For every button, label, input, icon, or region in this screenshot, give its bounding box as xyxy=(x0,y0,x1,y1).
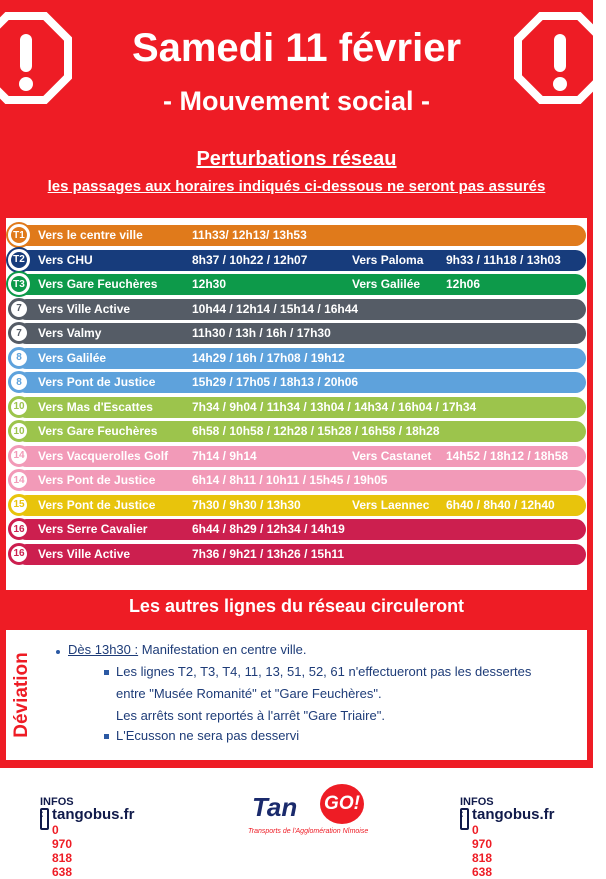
infos-label: INFOS : xyxy=(40,796,74,820)
line-row xyxy=(13,495,586,516)
line-times: 11h33/ 12h13/ 13h53 xyxy=(192,228,307,242)
infos-label: INFOS : xyxy=(460,796,494,820)
other-lines-notice: Les autres lignes du réseau circuleront xyxy=(128,596,465,616)
deviation-line-4: L'Ecusson ne sera pas desservi xyxy=(116,728,300,743)
infos-phone: 0 970 818 638 xyxy=(472,823,493,879)
infos-phone: 0 970 818 638 xyxy=(52,823,73,879)
line-row xyxy=(13,519,586,540)
page-title: Samedi 11 février xyxy=(131,26,462,70)
line-times: 7h30 / 9h30 / 13h30 xyxy=(192,497,301,512)
schedule-panel xyxy=(6,218,587,590)
line-times: 11h30 / 13h / 16h / 17h30 xyxy=(192,326,331,340)
infos-url[interactable]: tangobus.fr xyxy=(472,806,555,823)
line-destination: Vers Gare Feuchères xyxy=(38,424,158,438)
deviation-line-2: entre "Musée Romanité" et "Gare Feuchères". xyxy=(116,686,382,701)
line-row xyxy=(13,470,586,491)
line-times: 7h34 / 9h04 / 11h34 / 13h04 / 14h34 / 16h04 / 17h34 xyxy=(192,399,477,414)
line-times-2: 9h33 / 11h18 / 13h03 xyxy=(446,252,561,267)
line-destination: Vers Gare Feuchères xyxy=(38,277,158,291)
line-badge: 14 xyxy=(8,445,30,467)
line-times-2: 6h40 / 8h40 / 12h40 xyxy=(446,497,555,512)
line-badge: 7 xyxy=(8,322,30,344)
line-row xyxy=(13,250,586,271)
line-destination: Vers Vacquerolles Golf xyxy=(38,448,169,463)
line-destination: Vers Ville Active xyxy=(38,301,131,316)
line-badge: 14 xyxy=(8,469,30,491)
line-times-2: 12h06 xyxy=(446,277,481,291)
line-times: 12h30 xyxy=(192,277,227,291)
line-destination: Vers Ville Active xyxy=(38,546,131,561)
line-destination: Vers Mas d'Escattes xyxy=(38,399,153,414)
line-times: 10h44 / 12h14 / 15h14 / 16h44 xyxy=(192,301,359,316)
line-badge: T2 xyxy=(8,249,30,271)
phone-icon xyxy=(460,808,469,830)
tango-logo-badge: GO! xyxy=(320,784,364,824)
line-badge: T1 xyxy=(8,224,30,246)
line-badge: 16 xyxy=(8,518,30,540)
phone-icon xyxy=(40,808,49,830)
deviation-time: Dès 13h30 : xyxy=(68,642,139,657)
line-destination: Vers Pont de Justice xyxy=(38,473,156,487)
line-times: 6h14 / 8h11 / 10h11 / 15h45 / 19h05 xyxy=(192,473,388,487)
deviation-line-1: Les lignes T2, T3, T4, 11, 13, 51, 52, 61 n'effectueront pas les dessertes xyxy=(116,664,532,679)
line-row xyxy=(16,348,586,369)
line-row xyxy=(13,446,586,467)
line-row xyxy=(16,323,586,344)
perturbations-subheading: les passages aux horaires indiqués ci-dessous ne seront pas assurés xyxy=(47,178,546,195)
tango-logo-text: Tan xyxy=(252,792,298,822)
line-times: 14h29 / 16h / 17h08 / 19h12 xyxy=(192,350,345,365)
line-times: 8h37 / 10h22 / 12h07 xyxy=(192,252,308,267)
line-times: 7h36 / 9h21 / 13h26 / 15h11 xyxy=(192,546,345,561)
bullet-icon xyxy=(104,734,109,739)
line-times: 7h14 / 9h14 xyxy=(192,448,257,463)
bullet-icon xyxy=(104,670,109,675)
bullet-icon xyxy=(56,650,60,654)
perturbations-heading: Perturbations réseau xyxy=(196,148,397,170)
line-destination: Vers Serre Cavalier xyxy=(38,522,148,536)
line-destination: Vers CHU xyxy=(38,252,93,267)
line-badge: 8 xyxy=(8,347,30,369)
deviation-intro xyxy=(68,642,306,657)
line-destination: Vers Valmy xyxy=(38,326,102,340)
line-badge: 10 xyxy=(8,396,30,418)
line-times-2: 14h52 / 18h12 / 18h58 xyxy=(446,448,569,463)
line-destination: Vers Galilée xyxy=(38,350,107,365)
line-badge: 10 xyxy=(8,420,30,442)
line-row xyxy=(13,225,586,246)
line-destination-2: Vers Galilée xyxy=(352,277,421,291)
deviation-event: Manifestation en centre ville. xyxy=(138,642,307,657)
page-subtitle: - Mouvement social - xyxy=(162,86,431,116)
line-times: 6h44 / 8h29 / 12h34 / 14h19 xyxy=(192,522,345,536)
line-badge: 16 xyxy=(8,543,30,565)
line-row xyxy=(13,274,586,295)
line-badge: T3 xyxy=(8,273,30,295)
infos-url[interactable]: tangobus.fr xyxy=(52,806,135,823)
line-row xyxy=(16,299,586,320)
line-row xyxy=(13,397,586,418)
line-destination: Vers Pont de Justice xyxy=(38,375,156,389)
line-badge: 15 xyxy=(8,494,30,516)
line-times: 15h29 / 17h05 / 18h13 / 20h06 xyxy=(192,375,359,389)
line-times: 6h58 / 10h58 / 12h28 / 15h28 / 16h58 / 18h28 xyxy=(192,424,440,438)
line-row xyxy=(16,372,586,393)
line-destination-2: Vers Paloma xyxy=(352,252,424,267)
line-badge: 7 xyxy=(8,298,30,320)
line-row xyxy=(13,421,586,442)
line-destination: Vers le centre ville xyxy=(38,228,143,242)
deviation-label: Déviation xyxy=(11,652,32,738)
tango-tagline: Transports de l'Agglomération Nîmoise xyxy=(248,828,369,835)
line-destination: Vers Pont de Justice xyxy=(38,497,156,512)
line-row xyxy=(13,544,586,565)
line-badge: 8 xyxy=(8,371,30,393)
line-destination-2: Vers Laennec xyxy=(352,497,430,512)
deviation-line-3: Les arrêts sont reportés à l'arrêt "Gare Triaire". xyxy=(116,708,385,723)
line-destination-2: Vers Castanet xyxy=(352,448,432,463)
